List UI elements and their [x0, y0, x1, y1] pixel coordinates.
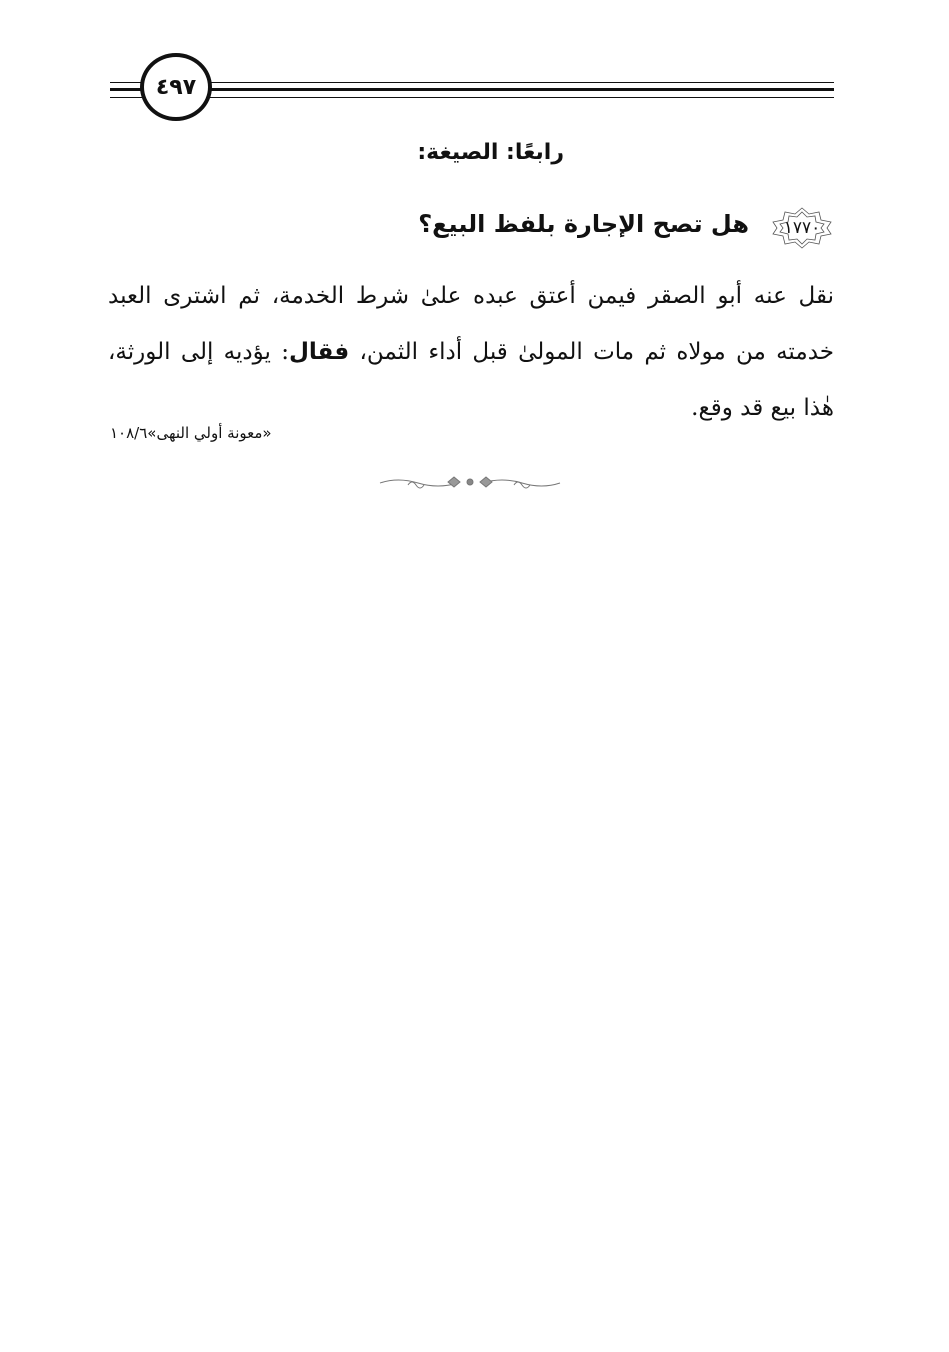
question-row	[110, 206, 839, 250]
body-text-part2: : يؤديه إلى الورثة، هٰذا بيع قد وقع.	[108, 339, 834, 421]
section-end-ornament-icon	[378, 473, 562, 491]
header-rule-bottom	[110, 97, 834, 98]
header-rule-main	[110, 88, 834, 91]
section-heading: رابعًا: الصيغة:	[417, 140, 564, 165]
header-rule-top	[110, 82, 834, 83]
citation: «معونة أولي النهى»١٠٨/٦	[110, 424, 272, 442]
body-paragraph	[108, 268, 834, 436]
page-number-badge	[140, 53, 212, 121]
body-bold-word: فقال	[288, 339, 350, 365]
body-text-part1: نقل عنه أبو الصقر فيمن أعتق عبده علىٰ شرط الخدمة، ثم اشترى العبد خدمته من مولاه ثم مات المولىٰ قبل أداء الثمن،	[108, 283, 834, 365]
question-title: هل تصح الإجارة بلفظ البيع؟	[418, 210, 749, 238]
page-number: ٤٩٧	[155, 74, 197, 100]
question-number: ١٧٧٠	[783, 218, 821, 238]
